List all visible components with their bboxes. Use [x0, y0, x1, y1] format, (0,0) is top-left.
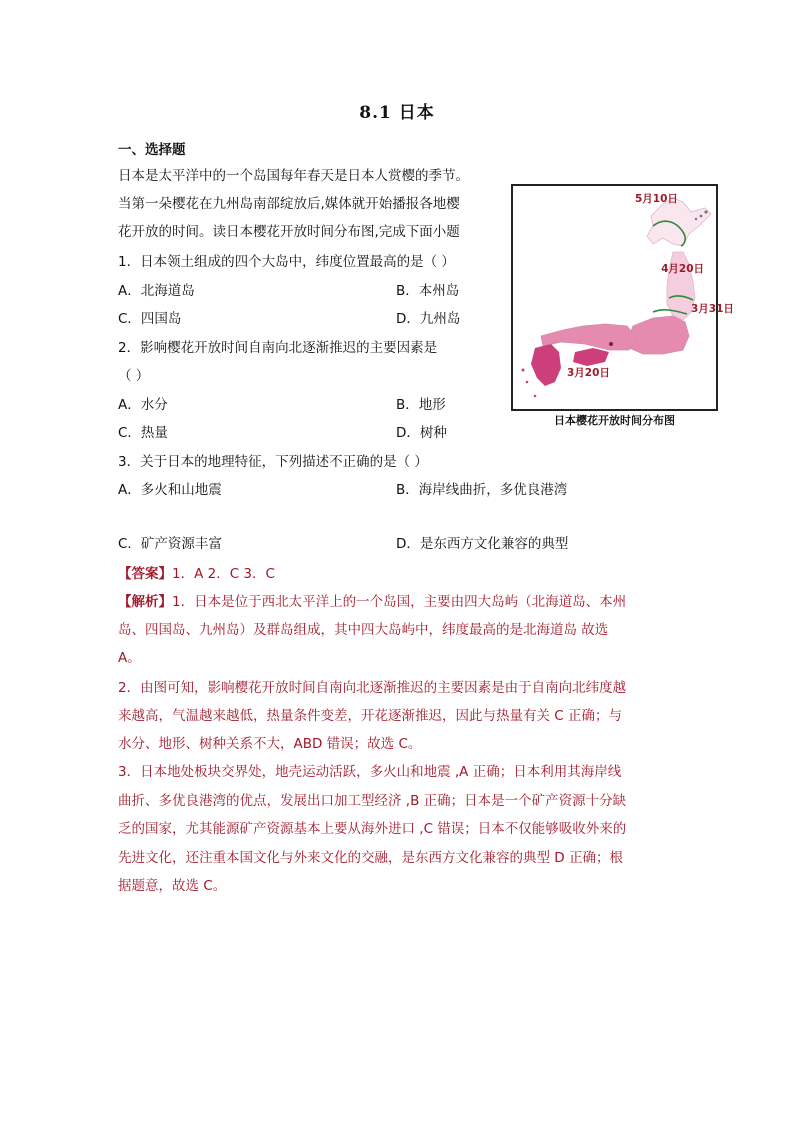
label-5-10: 5月10日 [635, 193, 678, 205]
q3-option-c: C．矿产资源丰富 [118, 536, 222, 552]
analysis-tag: 【解析】 [118, 594, 172, 610]
analysis-line [118, 590, 626, 610]
q1-option-d: D．九州岛 [396, 311, 461, 327]
page-title: 8.1 日本 [359, 103, 435, 123]
hokkaido-island [647, 198, 711, 246]
analysis-line: 乏的国家，尤其能源矿产资源基本上要从海外进口 ,C 错误；日本不仅能够吸收外来的 [118, 821, 627, 837]
q2-option-d: D．树种 [396, 425, 447, 441]
analysis-line: 2．由图可知，影响樱花开放时间自南向北逐渐推迟的主要因素是由于自南向北纬度越 [118, 680, 627, 696]
answer-line [118, 562, 275, 582]
q1-option-c: C．四国岛 [118, 311, 182, 327]
analysis-text: 1．日本是位于西北太平洋上的一个岛国，主要由四大岛屿（北海道岛、本州 [172, 594, 627, 610]
q1-option-b: B．本州岛 [396, 283, 460, 299]
shikoku-island [573, 348, 609, 366]
q3-option-d: D．是东西方文化兼容的典型 [396, 536, 569, 552]
intro-line: 花开放的时间。读日本樱花开放时间分布图,完成下面小题 [118, 224, 460, 240]
analysis-line: 先进文化，还注重本国文化与外来文化的交融，是东西方文化兼容的典型 D 正确；根 [118, 850, 623, 866]
q2-option-b: B．地形 [396, 397, 446, 413]
intro-line: 日本是太平洋中的一个岛国每年春天是日本人赏樱的季节。 [118, 168, 469, 184]
question-2-stem: 2．影响樱花开放时间自南向北逐渐推迟的主要因素是 [118, 340, 438, 356]
analysis-line: 水分、地形、树种关系不大，ABD 错误；故选 C。 [118, 736, 422, 752]
kyushu-island [531, 344, 561, 386]
answer-tag: 【答案】 [118, 566, 172, 582]
question-3-stem: 3．关于日本的地理特征，下列描述不正确的是（ ） [118, 454, 428, 470]
q2-option-a: A．水分 [118, 397, 168, 413]
japan-map-illustration [513, 186, 734, 409]
q1-option-a: A．北海道岛 [118, 283, 195, 299]
analysis-line: A。 [118, 650, 141, 666]
section-heading: 一、选择题 [118, 142, 186, 158]
japan-cherry-blossom-map [511, 184, 734, 411]
analysis-line: 曲折、多优良港湾的优点，发展出口加工型经济 ,B 正确；日本是一个矿产资源十分缺 [118, 793, 627, 809]
label-3-20: 3月20日 [567, 367, 610, 379]
analysis-line: 3．日本地处板块交界处，地壳运动活跃，多火山和地震 ,A 正确；日本利用其海岸线 [118, 764, 622, 780]
answer-text: 1．A 2．C 3．C [172, 566, 275, 582]
label-3-31: 3月31日 [691, 303, 734, 315]
question-1-stem: 1．日本领土组成的四个大岛中，纬度位置最高的是（ ） [118, 254, 455, 270]
q3-option-a: A．多火和山地震 [118, 482, 222, 498]
analysis-line: 据题意，故选 C。 [118, 878, 227, 894]
analysis-line: 岛、四国岛、九州岛）及群岛组成，其中四大岛屿中，纬度最高的是北海道岛 故选 [118, 622, 609, 638]
figure-caption: 日本樱花开放时间分布图 [554, 414, 675, 427]
analysis-line: 来越高，气温越来越低，热量条件变差，开花逐渐推迟，因此与热量有关 C 正确；与 [118, 708, 623, 724]
question-2-paren: （ ） [118, 368, 150, 384]
label-4-20: 4月20日 [661, 263, 704, 275]
intro-line: 当第一朵樱花在九州岛南部绽放后,媒体就开始播报各地樱 [118, 196, 460, 212]
q2-option-c: C．热量 [118, 425, 168, 441]
q3-option-b: B．海岸线曲折，多优良港湾 [396, 482, 568, 498]
honshu-west [541, 324, 637, 350]
